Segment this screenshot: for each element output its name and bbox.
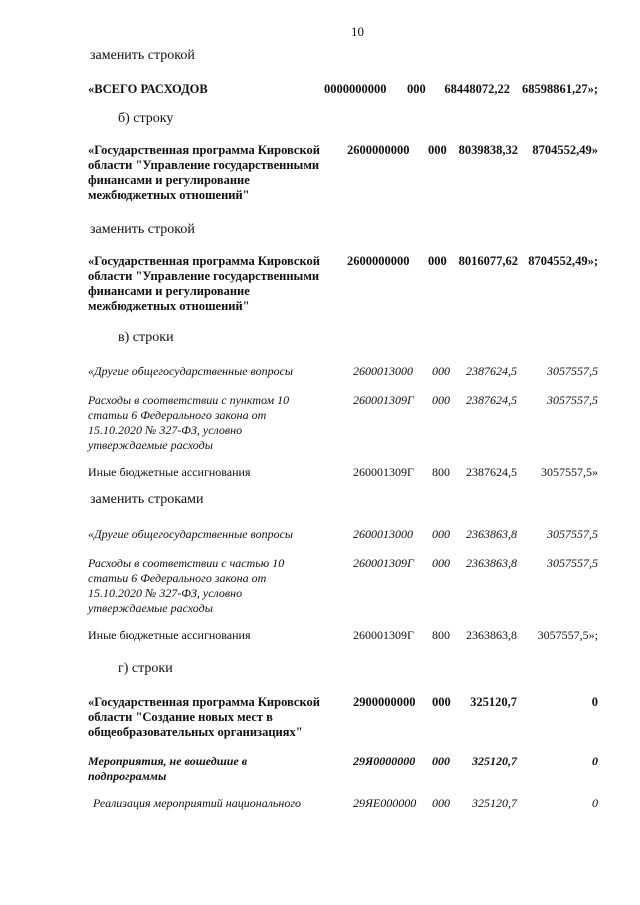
row-value-1: 2363863,8 xyxy=(466,556,517,570)
row-code: 29ЯЕ000000 xyxy=(353,796,417,810)
row-name: Иные бюджетные ассигнования xyxy=(88,465,251,479)
row-vr: 000 xyxy=(432,364,450,378)
section-g-label: г) строки xyxy=(118,661,173,676)
row-vr: 000 xyxy=(432,754,450,768)
row-value-2: 0 xyxy=(591,695,598,709)
row-code: 2900000000 xyxy=(353,695,416,709)
row-name: Мероприятия, не вошедшие в подпрограммы xyxy=(88,754,248,783)
row-vr: 800 xyxy=(432,465,450,479)
row-value-2: 3057557,5» xyxy=(541,465,598,479)
row-name: «Другие общегосударственные вопросы xyxy=(88,527,294,541)
row-vr: 000 xyxy=(432,393,450,407)
row-value-1: 68448072,22 xyxy=(444,82,510,96)
row-value-2: 0 xyxy=(592,796,598,810)
row-code: 29Я0000000 xyxy=(353,754,416,768)
row-code: 2600000000 xyxy=(347,254,410,268)
row-vr: 000 xyxy=(432,527,450,541)
replace-with-line-label: заменить строкой xyxy=(90,48,195,63)
row-value-2: 3057557,5 xyxy=(547,527,598,541)
row-value-1: 2387624,5 xyxy=(466,364,517,378)
row-value-2: 3057557,5 xyxy=(547,393,598,407)
replace-with-lines-label: заменить строками xyxy=(90,492,204,507)
row-vr: 000 xyxy=(428,254,447,268)
row-code: 2600000000 xyxy=(347,143,410,157)
row-name: «Государственная программа Кировской области "Управление государственными финансами и регулирование межбюджетных отношений" xyxy=(88,254,320,313)
row-code: 260001309Г xyxy=(353,628,414,642)
row-value-1: 8016077,62 xyxy=(458,254,518,268)
row-value-2: 3057557,5 xyxy=(547,364,598,378)
row-value-2: 0 xyxy=(592,754,598,768)
row-code: 2600013000 xyxy=(353,364,413,378)
row-name: Иные бюджетные ассигнования xyxy=(88,628,251,642)
row-vr: 000 xyxy=(428,143,447,157)
row-vr: 000 xyxy=(432,556,450,570)
row-name: «Государственная программа Кировской области "Создание новых мест в общеобразовательных организациях" xyxy=(88,695,320,739)
row-value-1: 2363863,8 xyxy=(466,527,517,541)
row-value-1: 325120,7 xyxy=(472,754,517,768)
row-code: 260001309Г xyxy=(353,556,414,570)
row-code: 260001309Г xyxy=(353,465,414,479)
page-number: 10 xyxy=(351,24,364,39)
row-value-1: 325120,7 xyxy=(470,695,517,709)
row-name: «Государственная программа Кировской области "Управление государственными финансами и регулирование межбюджетных отношений" xyxy=(88,143,320,202)
row-name: Реализация мероприятий национального xyxy=(93,796,302,810)
row-value-2: 3057557,5 xyxy=(547,556,598,570)
row-name: Расходы в соответствии с пунктом 10 статьи 6 Федерального закона от 15.10.2020 № 327-ФЗ, условно утверждаемые расходы xyxy=(88,393,290,452)
row-value-2: 3057557,5»; xyxy=(537,628,598,642)
row-value-1: 8039838,32 xyxy=(458,143,518,157)
row-value-2: 8704552,49» xyxy=(532,143,598,157)
replace-with-line-label-2: заменить строкой xyxy=(90,222,195,237)
section-b-label: б) строку xyxy=(118,111,174,126)
row-name: Расходы в соответствии с частью 10 статьи 6 Федерального закона от 15.10.2020 № 327-ФЗ, условно утверждаемые расходы xyxy=(88,556,285,615)
row-value-1: 2387624,5 xyxy=(466,465,517,479)
row-value-1: 2387624,5 xyxy=(466,393,517,407)
row-name: «Другие общегосударственные вопросы xyxy=(88,364,294,378)
section-v-label: в) строки xyxy=(118,330,174,345)
row-code: 2600013000 xyxy=(353,527,413,541)
row-value-1: 325120,7 xyxy=(472,796,517,810)
row-value-2: 68598861,27»; xyxy=(521,82,598,96)
row-vr: 000 xyxy=(432,695,451,709)
row-code: 260001309Г xyxy=(353,393,414,407)
row-value-1: 2363863,8 xyxy=(466,628,517,642)
row-vr: 000 xyxy=(432,796,450,810)
row-vr: 000 xyxy=(407,82,426,96)
row-value-2: 8704552,49»; xyxy=(528,254,598,268)
row-code: 0000000000 xyxy=(324,82,387,96)
row-name: «ВСЕГО РАСХОДОВ xyxy=(88,82,208,96)
row-vr: 800 xyxy=(432,628,450,642)
